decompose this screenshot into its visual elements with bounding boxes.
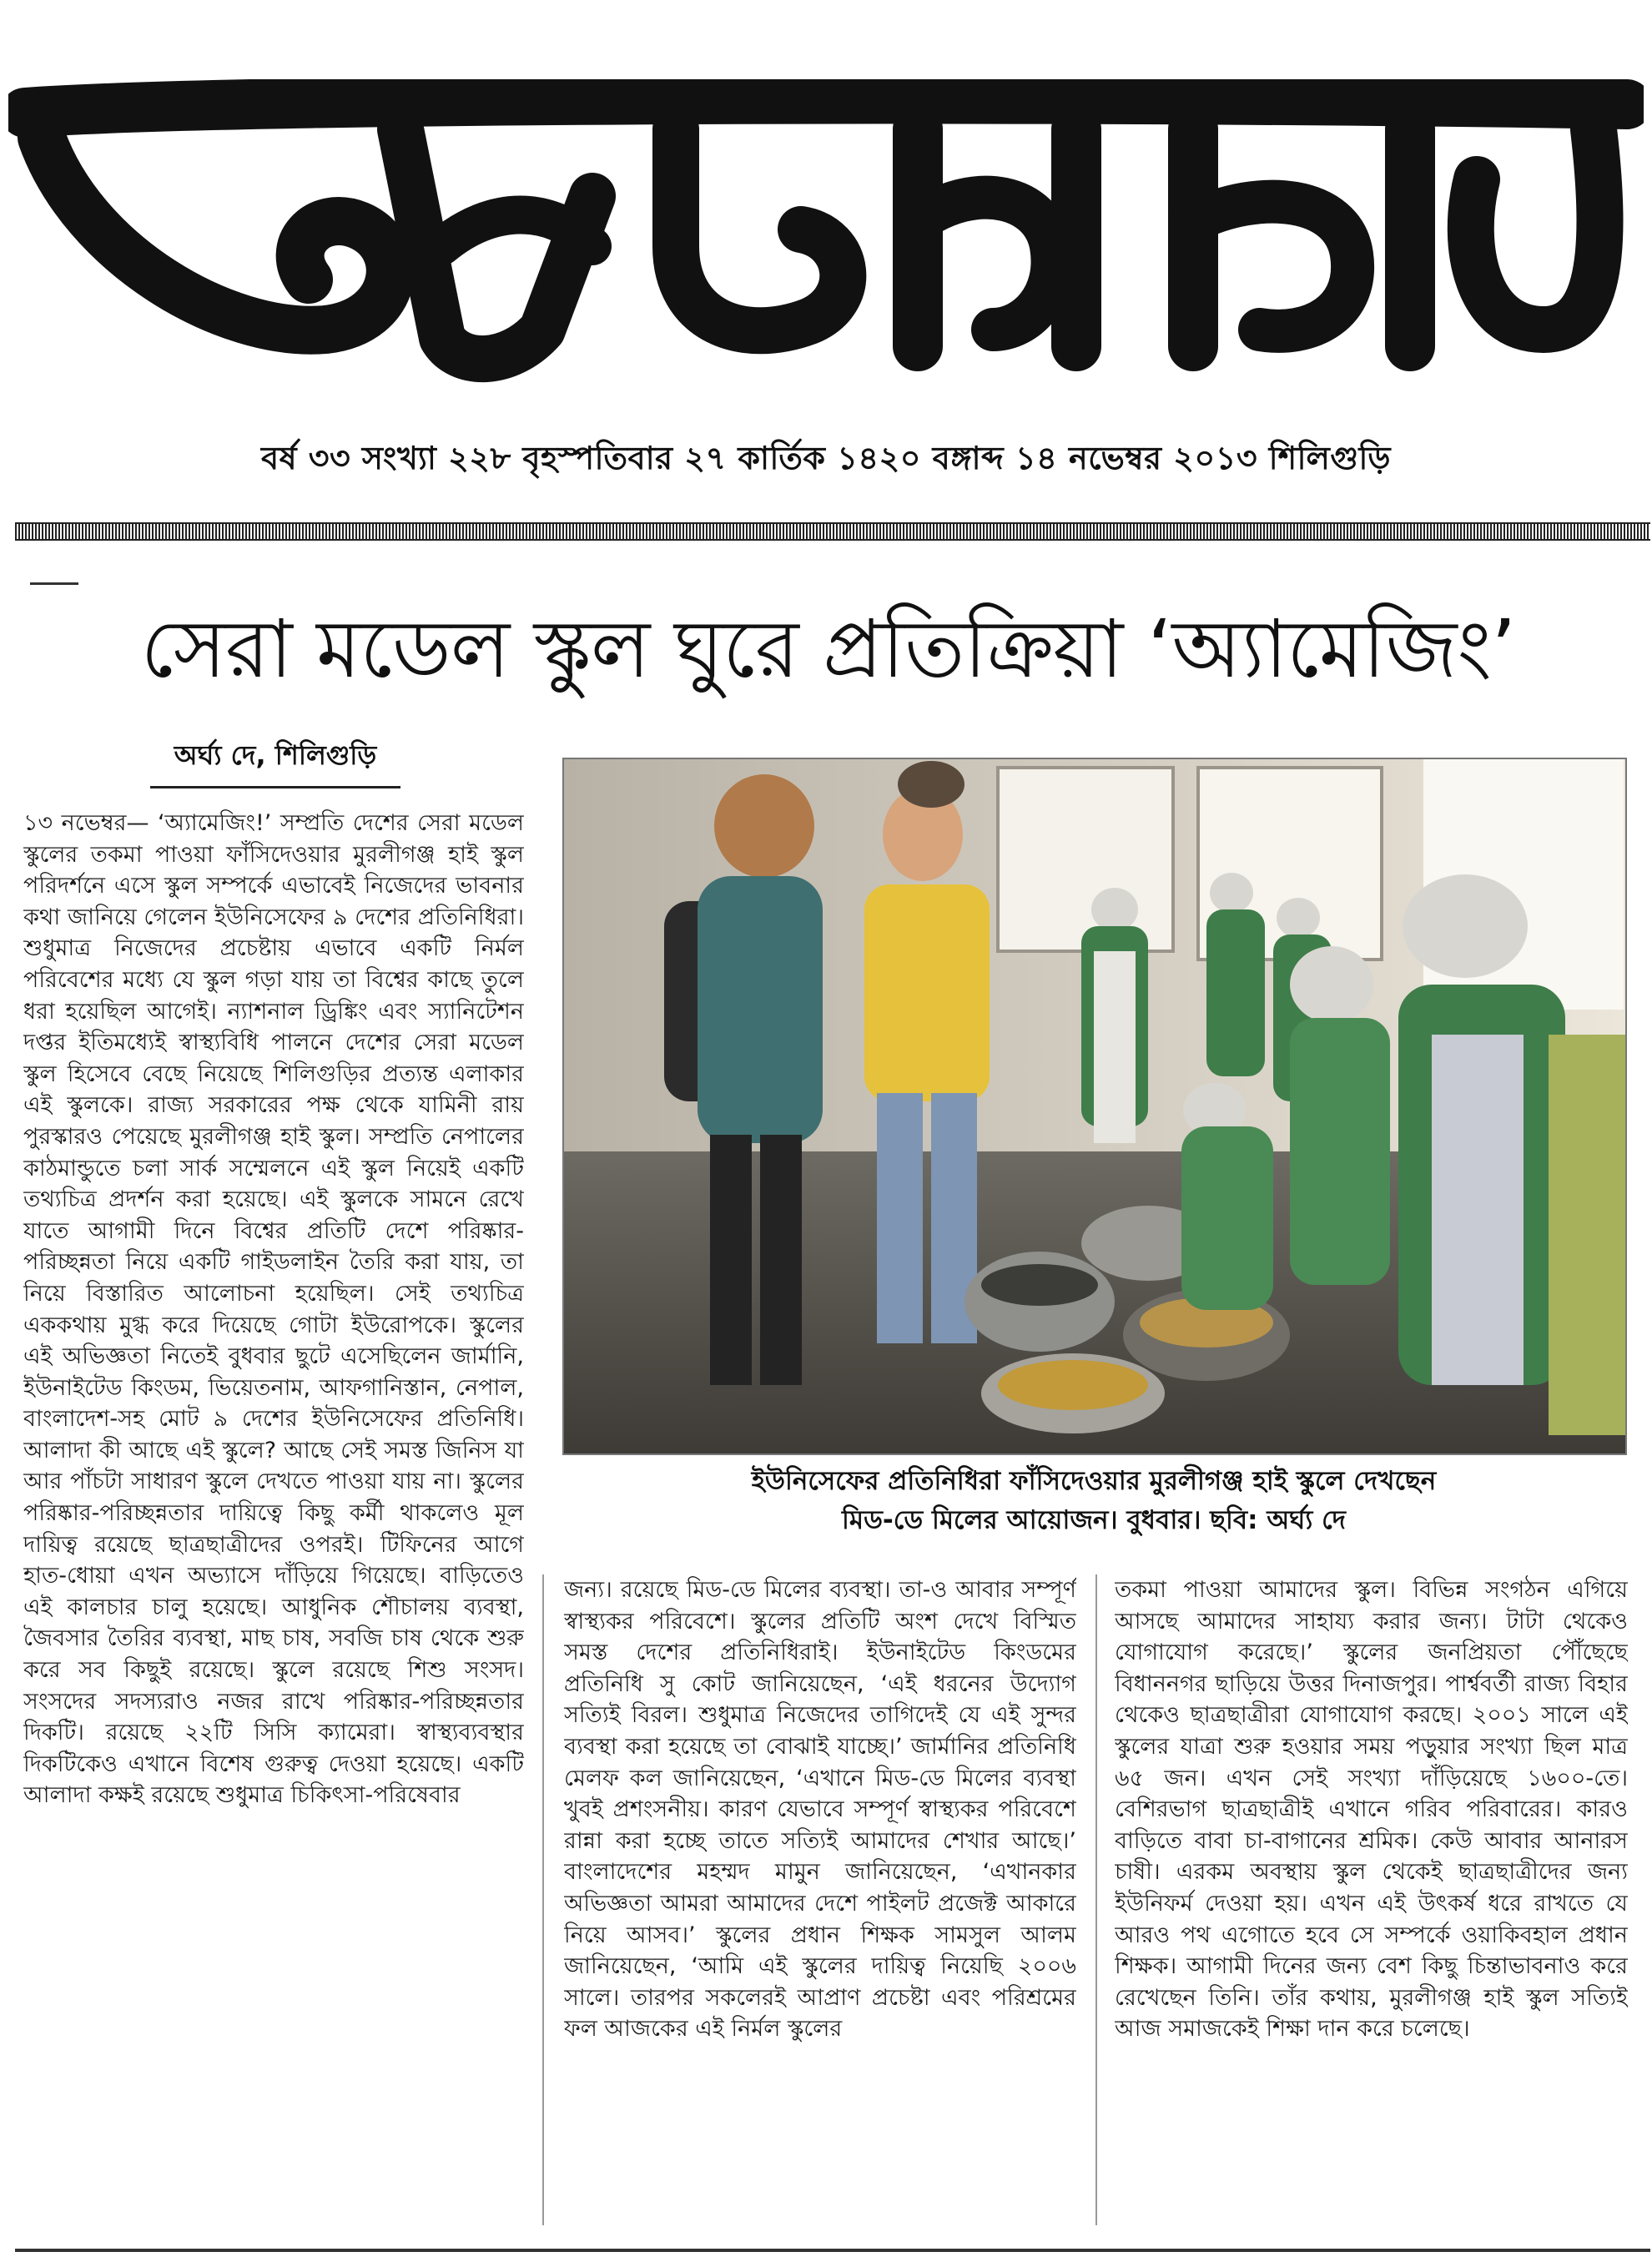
photo-scene (564, 759, 1625, 1453)
masthead-logo (8, 79, 1644, 388)
article-headline: সেরা মডেল স্কুল ঘুরে প্রতিক্রিয়া ‘অ্যামেজিং’ (140, 602, 1516, 696)
dateline: বর্ষ ৩৩ সংখ্যা ২২৮ বৃহস্পতিবার ২৭ কার্তিক ১৪২০ বঙ্গাব্দ ১৪ নভেম্বর ২০১৩ শিলিগুড়ি (260, 440, 1392, 476)
photo-caption-line-1: ইউনিসেফের প্রতিনিধিরা ফাঁসিদেওয়ার মুরলীগঞ্জ হাই স্কুলে দেখছেন (751, 1466, 1437, 1496)
byline: অর্ঘ্য দে, শিলিগুড়ি (150, 734, 400, 788)
article-column-2: জন্য। রয়েছে মিড-ডে মিলের ব্যবস্থা। তা-ও আবার সম্পূর্ণ স্বাস্থ্যকর পরিবেশে। স্কুলের প্রতিটি অংশ দেখে বিস্মিত সমস্ত দেশের প্রতিনিধিরাই। ইউনাইটেড কিংডমের প্রতিনিধি সু কোট জানিয়েছেন, ‘এই ধরনের উদ্যোগ সত্যিই বিরল। শুধুমাত্র নিজেদের তাগিদেই যে এই সুন্দর ব্যবস্থা করা হয়েছে তা বোঝাই যাচ্ছে।’ জার্মানির প্রতিনিধি মেলফ কল জানিয়েছেন, ‘এখানে মিড-ডে মিলের ব্যবস্থা খুবই প্রশংসনীয়। কারণ যেভাবে সম্পূর্ণ স্বাস্থ্যকর পরিবেশে রান্না করা হচ্ছে তাতে সত্যিই আমাদের শেখার আছে।’ বাংলাদেশের মহম্মদ মামুন জানিয়েছেন, ‘এখানকার অভিজ্ঞতা আমরা আমাদের দেশে পাইলট প্রজেক্ট আকারে নিয়ে আসব।’ স্কুলের প্রধান শিক্ষক সামসুল আলম জানিয়েছেন, ‘আমি এই স্কুলের দায়িত্ব নিয়েছি ২০০৬ সালে। তারপর সকলেরই আপ্রাণ প্রচেষ্টা এবং পরিশ্রমের ফল আজকের এই নির্মল স্কুলের (564, 1577, 1076, 2043)
column-divider (542, 1574, 544, 2225)
column-divider (1095, 1574, 1097, 2225)
masthead-rule (15, 522, 1650, 541)
article-photo (562, 758, 1627, 1455)
photo-caption-line-2: মিড-ডে মিলের আয়োজন। বুধবার। ছবি: অর্ঘ্য দে (842, 1505, 1346, 1535)
bottom-rule (15, 2249, 1650, 2252)
small-rule (30, 582, 78, 585)
article-column-1: ১৩ নভেম্বর— ‘অ্যামেজিং!’ সম্প্রতি দেশের সেরা মডেল স্কুলের তকমা পাওয়া ফাঁসিদেওয়ার মুরলীগঞ্জ হাই স্কুল পরিদর্শনে এসে স্কুল সম্পর্কে এভাবেই নিজেদের ভাবনার কথা জানিয়ে গেলেন ইউনিসেফের ৯ দেশের প্রতিনিধিরা। শুধুমাত্র নিজেদের প্রচেষ্টায় এভাবে একটি নির্মল পরিবেশের মধ্যে যে স্কুল গড়া যায় তা বিশ্বের কাছে তুলে ধরা হয়েছিল আগেই। ন্যাশনাল ড্রিঙ্কিং এবং স্যানিটেশন দপ্তর ইতিমধ্যেই স্বাস্থ্যবিধি পালনে দেশের সেরা মডেল স্কুল হিসেবে বেছে নিয়েছে শিলিগুড়ির প্রত্যন্ত এলাকার এই স্কুলকে। রাজ্য সরকারের পক্ষ থেকে যামিনী রায় পুরস্কারও পেয়েছে মুরলীগঞ্জ হাই স্কুল। সম্প্রতি নেপালের কাঠমান্ডুতে চলা সার্ক সম্মেলনে এই স্কুল নিয়েই একটি তথ্যচিত্র প্রদর্শন করা হয়েছে। এই স্কুলকে সামনে রেখে যাতে আগামী দিনে বিশ্বের প্রতিটি দেশে পরিষ্কার-পরিচ্ছন্নতা নিয়ে একটি গাইডলাইন তৈরি করা যায়, তা নিয়ে বিস্তারিত আলোচনা হয়েছিল। সেই তথ্যচিত্র এককথায় মুগ্ধ করে দিয়েছে গোটা ইউরোপকে। স্কুলের এই অভিজ্ঞতা নিতেই বুধবার ছুটে এসেছিলেন জার্মানি, ইউনাইটেড কিংডম, ভিয়েতনাম, আফগানিস্তান, নেপাল, বাংলাদেশ-সহ মোট ৯ দেশের ইউনিসেফের প্রতিনিধি। আলাদা কী আছে এই স্কুলে? আছে সেই সমস্ত জিনিস যা আর পাঁচটা সাধারণ স্কুলে দেখতে পাওয়া যায় না। স্কুলের পরিষ্কার-পরিচ্ছন্নতার দায়িত্বে কিছু কর্মী থাকলেও মূল দায়িত্ব রয়েছে ছাত্রছাত্রীদের ওপরই। টিফিনের আগে হাত-ধোয়া এখন অভ্যাসে দাঁড়িয়ে গিয়েছে। বাড়িতেও এই কালচার চালু হয়েছে। আধুনিক শৌচালয় ব্যবস্থা, জৈবসার তৈরির ব্যবস্থা, মাছ চাষ, সবজি চাষ থেকে শুরু করে সব কিছুই রয়েছে। স্কুলে রয়েছে শিশু সংসদ। সংসদের সদস্যরাও নজর রাখে পরিষ্কার-পরিচ্ছন্নতার দিকটি। রয়েছে ২২টি সিসি ক্যামেরা। স্বাস্থ্যব্যবস্থার দিকটিকেও এখানে বিশেষ গুরুত্ব দেওয়া হয়েছে। একটি আলাদা কক্ষই রয়েছে শুধুমাত্র চিকিৎসা-পরিষেবার (23, 810, 524, 1809)
article-column-3: তকমা পাওয়া আমাদের স্কুল। বিভিন্ন সংগঠন এগিয়ে আসছে আমাদের সাহায্য করার জন্য। টাটা থেকেও যোগাযোগ করেছে।’ স্কুলের জনপ্রিয়তা পৌঁছেছে বিধাননগর ছাড়িয়ে উত্তর দিনাজপুর। পার্শ্ববর্তী রাজ্য বিহার থেকেও ছাত্রছাত্রীরা যোগাযোগ করছে। ২০০১ সালে এই স্কুলের যাত্রা শুরু হওয়ার সময় পড়ুয়ার সংখ্যা ছিল মাত্র ৬৫ জন। এখন সেই সংখ্যা দাঁড়িয়েছে ১৬০০-তে। বেশিরভাগ ছাত্রছাত্রীই এখানে গরিব পরিবারের। কারও বাড়িতে বাবা চা-বাগানের শ্রমিক। কেউ আবার আনারস চাষী। এরকম অবস্থায় স্কুল থেকেই ছাত্রছাত্রীদের জন্য ইউনিফর্ম দেওয়া হয়। এখন এই উৎকর্ষ ধরে রাখতে যে আরও পথ এগোতে হবে সে সম্পর্কে ওয়াকিবহাল প্রধান শিক্ষক। আগামী দিনের জন্য বেশ কিছু চিন্তাভাবনাও করে রেখেছেন তিনি। তাঁর কথায়, মুরলীগঞ্জ হাই স্কুল সত্যিই আজ সমাজকেই শিক্ষা দান করে চলেছে। (1115, 1577, 1628, 2043)
photo-caption (564, 1462, 1624, 1540)
